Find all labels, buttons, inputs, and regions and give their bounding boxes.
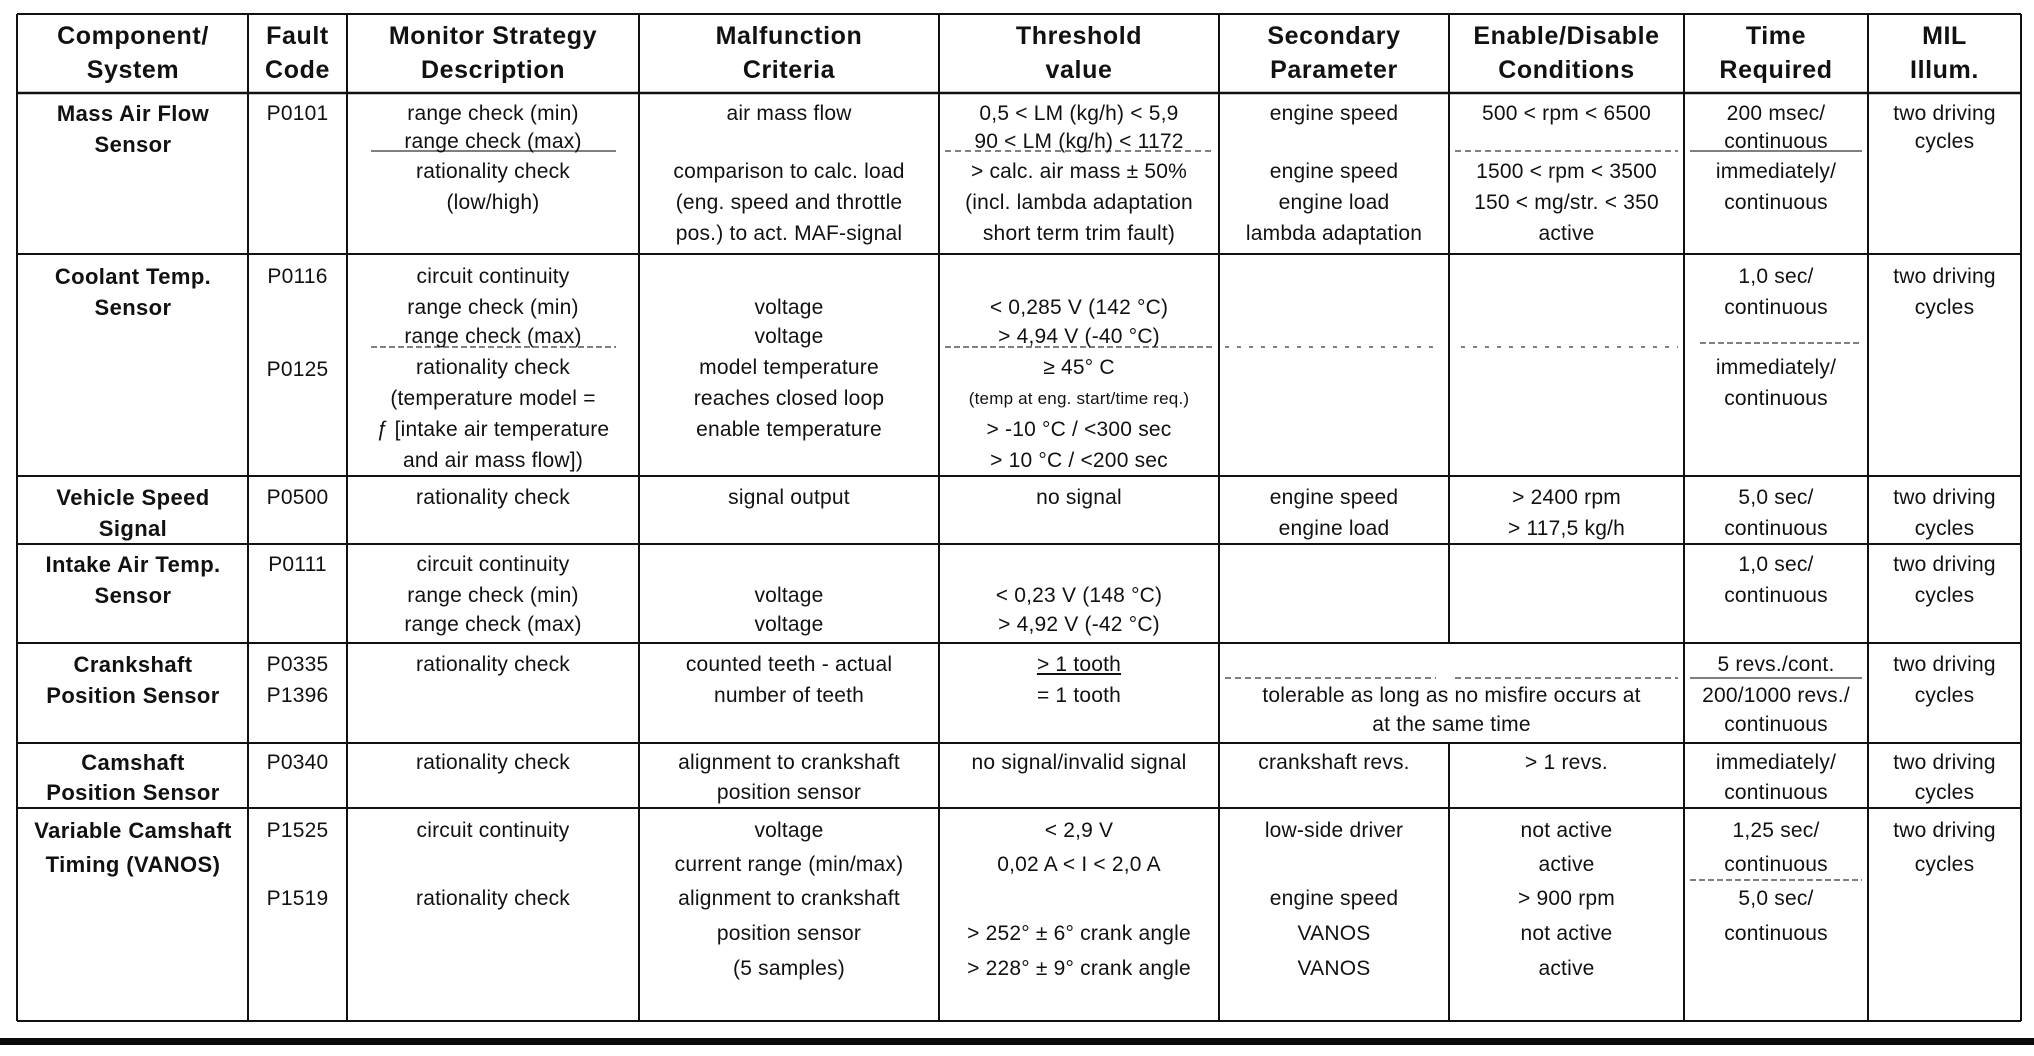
header-fault-line2: Code <box>265 56 330 84</box>
threshold-text: (incl. lambda adaptation <box>965 191 1193 214</box>
fault-code: P0335 <box>266 653 329 676</box>
header-mil <box>1868 19 2021 87</box>
enable-text: 1500 < rpm < 3500 <box>1476 160 1657 183</box>
secondary-enable-merged: tolerable as long as no misfire occurs at <box>1262 684 1641 707</box>
header-component-line1: Component/ <box>57 22 209 50</box>
component-name: Position Sensor <box>46 780 220 805</box>
malfunction-text: model temperature <box>699 356 879 379</box>
malfunction-text: pos.) to act. MAF-signal <box>675 222 903 245</box>
header-secondary-line1: Secondary <box>1267 22 1401 50</box>
threshold-text: (temp at eng. start/time req.) <box>968 389 1190 408</box>
malfunction-text: voltage <box>754 296 824 319</box>
malfunction-text: number of teeth <box>713 684 865 707</box>
time-text: continuous <box>1724 387 1828 410</box>
header-malfunction-line1: Malfunction <box>715 22 863 50</box>
time-text: 200/1000 revs./ <box>1702 684 1850 707</box>
malfunction-text: counted teeth - actual <box>685 653 893 676</box>
time-text: 5,0 sec/ <box>1738 887 1814 910</box>
malfunction-text: position sensor <box>716 781 862 804</box>
secondary-text: engine speed <box>1269 887 1399 910</box>
header-threshold <box>939 19 1219 87</box>
monitor-text: range check (min) <box>407 296 579 319</box>
time-text: continuous <box>1724 130 1828 153</box>
enable-text: 150 < mg/str. < 350 <box>1474 191 1659 214</box>
malfunction-text: alignment to crankshaft <box>678 887 900 910</box>
page-bottom-rule <box>0 1038 2034 1045</box>
mil-text: cycles <box>1914 130 1975 153</box>
malfunction-text: air mass flow <box>726 102 852 125</box>
threshold-text: = 1 tooth <box>1036 684 1122 707</box>
malfunction-text: voltage <box>754 584 824 607</box>
secondary-text: VANOS <box>1297 922 1371 945</box>
threshold-text: > 4,92 V (-42 °C) <box>998 613 1160 636</box>
threshold-text: no signal/invalid signal <box>971 751 1187 774</box>
component-name: Position Sensor <box>46 683 220 708</box>
component-name: Mass Air Flow <box>56 101 210 126</box>
header-secondary <box>1219 19 1449 87</box>
threshold-text: > 1 tooth <box>1036 653 1122 676</box>
monitor-text: circuit continuity <box>416 265 570 288</box>
header-mil-line2: Illum. <box>1910 56 1979 84</box>
component-name: Sensor <box>94 295 172 320</box>
enable-text: not active <box>1520 819 1613 842</box>
header-malfunction <box>639 19 939 87</box>
header-secondary-line2: Parameter <box>1270 56 1398 84</box>
malfunction-text: alignment to crankshaft <box>678 751 900 774</box>
mil-text: cycles <box>1914 584 1975 607</box>
enable-text: active <box>1538 853 1595 876</box>
mil-text: cycles <box>1914 296 1975 319</box>
secondary-text: engine speed <box>1269 102 1399 125</box>
monitor-text: and air mass flow]) <box>402 449 584 472</box>
mil-text: cycles <box>1914 853 1975 876</box>
secondary-text: lambda adaptation <box>1245 222 1423 245</box>
threshold-text: no signal <box>1036 486 1122 509</box>
time-text: 1,0 sec/ <box>1738 553 1814 576</box>
mil-text: two driving <box>1893 553 1996 576</box>
threshold-text: > 228° ± 9° crank angle <box>967 957 1191 980</box>
header-time-required <box>1684 19 1868 87</box>
header-fault-code <box>248 19 347 87</box>
malfunction-text: voltage <box>754 325 824 348</box>
header-time-line2: Required <box>1719 56 1833 84</box>
enable-text: > 900 rpm <box>1518 887 1615 910</box>
monitor-text: circuit continuity <box>416 819 570 842</box>
header-component-line2: System <box>86 56 180 84</box>
monitor-text: rationality check <box>416 356 570 379</box>
header-enable-line2: Conditions <box>1498 56 1635 84</box>
header-threshold-line1: Threshold <box>1015 22 1143 50</box>
malfunction-text: (5 samples) <box>733 957 845 980</box>
header-threshold-line2: value <box>1045 56 1113 84</box>
monitor-text: rationality check <box>416 160 570 183</box>
malfunction-text: enable temperature <box>696 418 882 441</box>
mil-text: two driving <box>1893 819 1996 842</box>
component-name: Coolant Temp. <box>54 264 212 289</box>
header-monitor-strategy <box>347 19 639 87</box>
enable-text: > 117,5 kg/h <box>1507 517 1626 540</box>
header-monitor-line1: Monitor Strategy <box>388 22 598 50</box>
monitor-text: (low/high) <box>446 191 540 214</box>
secondary-text: VANOS <box>1297 957 1371 980</box>
component-name: Vehicle Speed <box>56 485 210 510</box>
monitor-text: range check (min) <box>407 584 579 607</box>
monitor-text: range check (min) <box>407 102 579 125</box>
time-text: continuous <box>1724 713 1828 736</box>
time-text: immediately/ <box>1715 751 1837 774</box>
time-text: continuous <box>1724 781 1828 804</box>
fault-code: P0116 <box>267 265 328 288</box>
threshold-text: < 0,23 V (148 °C) <box>995 584 1163 607</box>
mil-text: cycles <box>1914 781 1975 804</box>
component-name: Intake Air Temp. <box>45 552 221 577</box>
secondary-text: low-side driver <box>1264 819 1404 842</box>
component-name: Variable Camshaft <box>34 818 232 843</box>
header-malfunction-line2: Criteria <box>742 56 836 84</box>
fault-code: P1519 <box>266 887 329 910</box>
fault-code: P0340 <box>266 751 329 774</box>
enable-text: active <box>1538 957 1595 980</box>
secondary-text: crankshaft revs. <box>1258 751 1410 774</box>
header-enable-disable <box>1449 19 1684 87</box>
threshold-text: ≥ 45° C <box>1043 356 1115 379</box>
obd-monitor-table <box>16 13 2022 1029</box>
monitor-text: rationality check <box>416 887 570 910</box>
fault-code: P0125 <box>266 358 329 381</box>
time-text: continuous <box>1724 853 1828 876</box>
enable-text: not active <box>1520 922 1613 945</box>
component-name: Sensor <box>94 132 172 157</box>
fault-code: P0111 <box>268 553 327 576</box>
time-text: 5,0 sec/ <box>1738 486 1814 509</box>
secondary-text: engine load <box>1278 191 1390 214</box>
time-text: continuous <box>1724 517 1828 540</box>
time-text: immediately/ <box>1715 356 1837 379</box>
threshold-text: > calc. air mass ± 50% <box>970 160 1188 183</box>
enable-text: > 1 revs. <box>1525 751 1608 774</box>
header-component <box>18 19 248 87</box>
fault-code: P1396 <box>266 684 329 707</box>
threshold-text: < 0,285 V (142 °C) <box>989 296 1169 319</box>
monitor-text: (temperature model = <box>390 387 596 410</box>
monitor-text: rationality check <box>416 653 570 676</box>
component-name: Sensor <box>94 583 172 608</box>
fault-code: P1525 <box>266 819 329 842</box>
threshold-text: short term trim fault) <box>982 222 1176 245</box>
threshold-text: 0,5 < LM (kg/h) < 5,9 <box>979 102 1179 125</box>
secondary-text: engine load <box>1278 517 1390 540</box>
fault-code: P0101 <box>266 102 329 125</box>
monitor-text: range check (max) <box>404 613 582 636</box>
monitor-text: rationality check <box>416 486 570 509</box>
monitor-text: range check (max) <box>404 130 582 153</box>
threshold-text: > 4,94 V (-40 °C) <box>998 325 1160 348</box>
monitor-text: rationality check <box>416 751 570 774</box>
time-text: immediately/ <box>1715 160 1837 183</box>
threshold-text: > 10 °C / <200 sec <box>990 449 1168 472</box>
header-time-line1: Time <box>1745 22 1807 50</box>
time-text: continuous <box>1724 922 1828 945</box>
malfunction-text: comparison to calc. load <box>673 160 905 183</box>
mil-text: two driving <box>1893 653 1996 676</box>
time-text: 1,0 sec/ <box>1738 265 1814 288</box>
mil-text: two driving <box>1893 102 1996 125</box>
mil-text: two driving <box>1893 265 1996 288</box>
threshold-text: < 2,9 V <box>1044 819 1114 842</box>
secondary-text: engine speed <box>1269 486 1399 509</box>
malfunction-text: current range (min/max) <box>674 853 904 876</box>
monitor-text: ƒ [intake air temperature <box>376 418 610 441</box>
threshold-text: > 252° ± 6° crank angle <box>967 922 1191 945</box>
time-text: continuous <box>1724 191 1828 214</box>
threshold-text: 0,02 A < I < 2,0 A <box>997 853 1161 876</box>
enable-text: > 2400 rpm <box>1512 486 1621 509</box>
malfunction-text: position sensor <box>716 922 862 945</box>
time-text: 5 revs./cont. <box>1717 653 1835 676</box>
header-monitor-line2: Description <box>420 56 566 84</box>
malfunction-text: signal output <box>728 486 850 509</box>
malfunction-text: reaches closed loop <box>693 387 885 410</box>
enable-text: 500 < rpm < 6500 <box>1482 102 1651 125</box>
header-mil-line1: MIL <box>1922 22 1967 50</box>
mil-text: cycles <box>1914 517 1975 540</box>
component-name: Crankshaft <box>73 652 193 677</box>
enable-text: active <box>1538 222 1595 245</box>
component-name: Timing (VANOS) <box>45 852 221 877</box>
time-text: 1,25 sec/ <box>1732 819 1820 842</box>
header-enable-line1: Enable/Disable <box>1473 22 1660 50</box>
component-name: Signal <box>98 516 168 541</box>
secondary-text: engine speed <box>1269 160 1399 183</box>
monitor-text: range check (max) <box>404 325 582 348</box>
mil-text: two driving <box>1893 751 1996 774</box>
component-name: Camshaft <box>81 750 185 775</box>
mil-text: two driving <box>1893 486 1996 509</box>
time-text: 200 msec/ <box>1726 102 1826 125</box>
malfunction-text: (eng. speed and throttle <box>675 191 903 214</box>
monitor-text: circuit continuity <box>416 553 570 576</box>
threshold-text: > -10 °C / <300 sec <box>986 418 1172 441</box>
malfunction-text: voltage <box>754 819 824 842</box>
secondary-enable-merged: at the same time <box>1372 713 1531 736</box>
time-text: continuous <box>1724 296 1828 319</box>
threshold-text: 90 < LM (kg/h) < 1172 <box>974 130 1184 153</box>
header-fault-line1: Fault <box>266 22 329 50</box>
time-text: continuous <box>1724 584 1828 607</box>
malfunction-text: voltage <box>754 613 824 636</box>
fault-code: P0500 <box>266 486 329 509</box>
mil-text: cycles <box>1914 684 1975 707</box>
